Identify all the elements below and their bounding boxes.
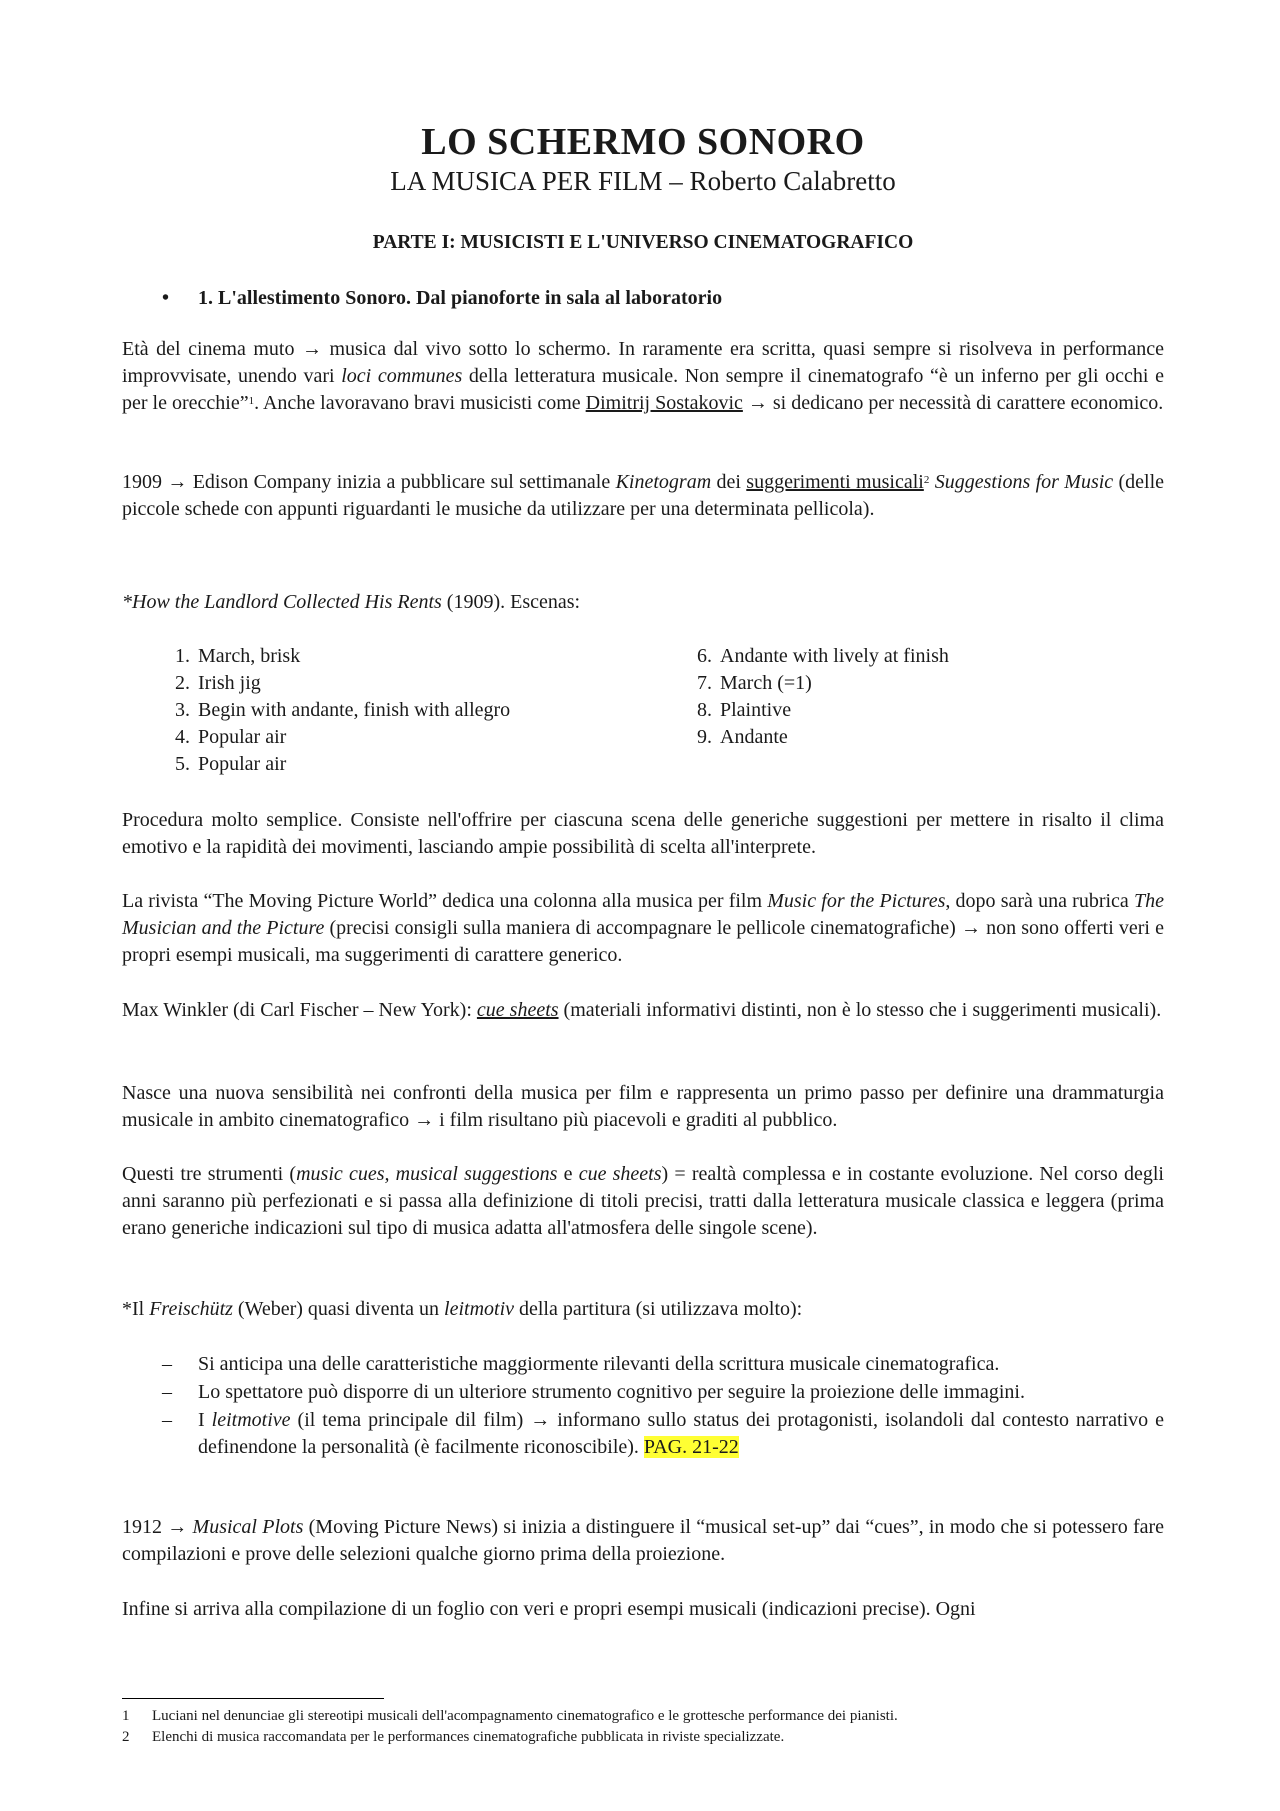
paragraph-musical-plots: 1912 → Musical Plots (Moving Picture News) si inizia a distinguere il “musical set-up” dai “cues”, in modo che si potessero fare compilazioni e prove delle selezioni qualche giorno prima della proiezione. <box>122 1516 1165 1565</box>
paragraph-landlord-film: *How the Landlord Collected His Rents (1909). Escenas: <box>122 591 581 613</box>
footnote-ref-2[interactable]: 2 <box>923 474 930 486</box>
list-item: – I leitmotive (il tema principale dil film) → informano sullo status dei protagonisti, isolandoli dal contesto narrativo e definendone la personalità (è facilmente riconoscibile). PAG. 21-22 <box>162 1409 1165 1458</box>
list-item: 3. Begin with andante, finish with allegro <box>175 699 511 721</box>
list-item: – Lo spettatore può disporre di un ulteriore strumento cognitivo per seguire la proiezione delle immagini. <box>162 1379 1164 1406</box>
list-item: 1. March, brisk <box>175 645 301 667</box>
list-item: 4. Popular air <box>175 726 287 748</box>
footnote-divider <box>122 1698 384 1699</box>
paragraph-cue-sheets: Max Winkler (di Carl Fischer – New York): cue sheets (materiali informativi distinti, non è lo stesso che i suggerimenti musicali). <box>122 999 1162 1021</box>
document-subtitle: LA MUSICA PER FILM – Roberto Calabretto <box>390 166 896 196</box>
dash-icon: – <box>162 1353 172 1375</box>
list-item: 2. Irish jig <box>175 672 261 694</box>
part-heading: PARTE I: MUSICISTI E L'UNIVERSO CINEMATOGRAFICO <box>372 232 914 253</box>
dash-icon: – <box>162 1381 172 1403</box>
list-item: – Si anticipa una delle caratteristiche maggiormente rilevanti della scrittura musicale cinematografica. <box>162 1351 1164 1378</box>
person-name: Dimitrij Sostakovic <box>585 392 743 414</box>
list-item: 6. Andante with lively at finish <box>697 645 949 667</box>
scene-list-left <box>160 643 640 778</box>
dash-icon: – <box>162 1409 172 1431</box>
list-item: 8. Plaintive <box>697 699 792 721</box>
section-heading-label: 1. L'allestimento Sonoro. Dal pianoforte in sala al laboratorio <box>198 287 723 309</box>
bullet-icon: • <box>162 287 170 309</box>
paragraph-edison-1909: 1909 → Edison Company inizia a pubblicare sul settimanale Kinetogram dei suggerimenti musicali$^2$ Suggestions for Music (delle piccole schede con appunti riguardanti le musiche da utilizzare per una determinata pellicola). <box>122 471 1165 520</box>
footnote-1: 1 Luciani nel denunciae gli stereotipi musicali dell'acompagnamento cinematografico e le grottesche performance dei pianisti. <box>122 1708 898 1724</box>
footnote-2: 2 Elenchi di musica raccomandata per le performances cinematografiche pubblicata in riviste specializzate. <box>122 1729 785 1745</box>
paragraph-final: Infine si arriva alla compilazione di un foglio con veri e propri esempi musicali (indicazioni precise). Ogni <box>122 1598 976 1620</box>
paragraph-freischutz: *Il Freischütz (Weber) quasi diventa un leitmotiv della partitura (si utilizzava molto): <box>122 1298 803 1320</box>
list-item: 5. Popular air <box>175 753 287 775</box>
paragraph-new-sensibility: Nasce una nuova sensibilità nei confronti della musica per film e rappresenta un primo passo per definire una drammaturgia musicale in ambito cinematografico → i film risultano più piacevoli e graditi al pubblico. <box>122 1082 1164 1131</box>
section-heading <box>162 287 722 310</box>
paragraph-three-tools: Questi tre strumenti (music cues, musical suggestions e cue sheets) = realtà complessa e in costante evoluzione. Nel corso degli anni saranno più perfezionati e si passa alla definizione di titoli precisi, tratti dalla letteratura musicale classica e leggera (prima erano generiche indicazioni sul tipo di musica adatta all'atmosfera delle singole scene). <box>122 1163 1164 1239</box>
list-item: 7. March (=1) <box>697 672 812 694</box>
paragraph-silent-cinema: Età del cinema muto → musica dal vivo sotto lo schermo. In raramente era scritta, quasi sempre si risolveva in performance improvvisate, unendo vari loci communes della letteratura musicale. Non sempre il cinematografo “è un inferno per gli occhi e per le orecchie”$^1$. Anche lavoravano bravi musicisti come Dimitrij Sostakovic → si dedicano per necessità di carattere economico. <box>122 338 1164 414</box>
paragraph-procedure: Procedura molto semplice. Consiste nell'offrire per ciascuna scena delle generiche suggestioni per mettere in risalto il clima emotivo e la rapidità dei movimenti, lasciando ampie possibilità di scelta all'interprete. <box>122 809 1164 858</box>
highlighted-page-ref: PAG. 21-22 <box>643 1436 739 1458</box>
footnote-ref-1[interactable]: 1 <box>248 395 255 407</box>
leitmotiv-list <box>162 1351 1164 1462</box>
list-item: 9. Andante <box>697 726 788 748</box>
document-title: LO SCHERMO SONORO <box>421 121 865 163</box>
scene-list-right <box>682 643 1162 751</box>
paragraph-moving-picture-world: La rivista “The Moving Picture World” dedica una colonna alla musica per film Music for the Pictures, dopo sarà una rubrica The Musician and the Picture (precisi consigli sulla maniera di accompagnare le pellicole cinematografiche) → non sono offerti veri e propri esempi musicali, ma suggerimenti di carattere generico. <box>122 890 1164 966</box>
